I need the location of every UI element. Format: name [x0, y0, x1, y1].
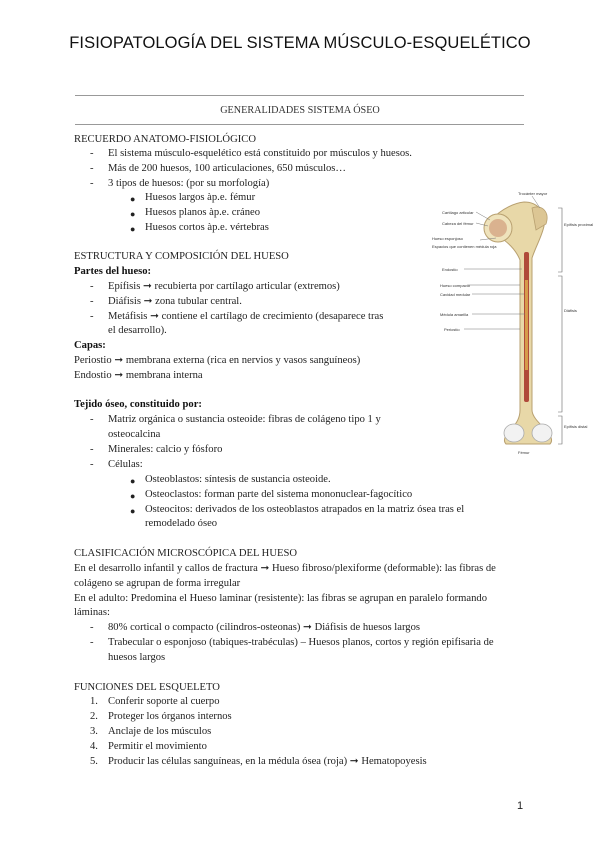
list-item-continuation: osteocalcina: [108, 429, 161, 440]
number-marker: 4.: [90, 741, 98, 752]
list-item: 3 tipos de huesos: (por su morfología): [108, 178, 270, 189]
yellow-marrow-shape: [525, 280, 528, 370]
list-item: Huesos planos àp.e. cráneo: [145, 207, 261, 218]
list-item: Epífisis ➞ recubierta por cartílago articular (extremos): [108, 281, 340, 292]
list-item: Huesos largos àp.e. fémur: [145, 192, 256, 203]
label-medula-roja: Espacios que contienen médula roja: [432, 244, 497, 249]
number-marker: 5.: [90, 756, 98, 767]
number-marker: 2.: [90, 711, 98, 722]
list-item-continuation: huesos largos: [108, 652, 166, 663]
capa-endostio: Endostio ➞ membrana interna: [74, 370, 203, 381]
bracket-distal: [558, 416, 562, 444]
dash-marker: -: [90, 414, 94, 425]
dash-marker: -: [90, 148, 94, 159]
dash-marker: -: [90, 178, 94, 189]
partes-title: Partes del hueso:: [74, 266, 152, 277]
list-item-continuation: el desarrollo).: [108, 325, 167, 336]
heading-clasificacion: CLASIFICACIÓN MICROSCÓPICA DEL HUESO: [74, 548, 297, 559]
label-epifisis-proximal: Epífisis proximal: [564, 222, 594, 227]
dash-marker: -: [90, 296, 94, 307]
dash-marker: -: [90, 637, 94, 648]
label-hueso-esponjoso: Hueso esponjoso: [432, 236, 463, 241]
heading-funciones: FUNCIONES DEL ESQUELETO: [74, 682, 220, 693]
label-diafisis: Diáfisis: [564, 308, 577, 313]
bracket-proximal: [558, 208, 562, 272]
list-item: Conferir soporte al cuerpo: [108, 696, 220, 707]
list-item: El sistema músculo-esquelético está constituido por músculos y huesos.: [108, 148, 412, 159]
dash-marker: -: [90, 281, 94, 292]
list-item: Matriz orgánica o sustancia osteoide: fibras de colágeno tipo 1 y: [108, 414, 381, 425]
label-epifisis-distal: Epífisis distal: [564, 424, 588, 429]
bullet-marker: ●: [130, 224, 136, 234]
top-rule: [75, 95, 524, 96]
document-title: FISIOPATOLOGÍA DEL SISTEMA MÚSCULO-ESQUELÉTICO: [69, 34, 531, 52]
dash-marker: -: [90, 311, 94, 322]
page-number: 1: [517, 800, 524, 812]
tejido-title: Tejido óseo, constituido por:: [74, 399, 202, 410]
bullet-marker: ●: [130, 491, 136, 501]
list-item: Metáfisis ➞ contiene el cartílago de crecimiento (desaparece tras: [108, 311, 384, 322]
dash-marker: -: [90, 444, 94, 455]
label-hueso-compacto: Hueso compacto: [440, 283, 471, 288]
list-item: Osteocitos: derivados de los osteoblastos atrapados en la matriz ósea tras el: [145, 504, 465, 515]
heading-estructura: ESTRUCTURA Y COMPOSICIÓN DEL HUESO: [74, 251, 289, 262]
list-item: Células:: [108, 459, 143, 470]
list-item-continuation: remodelado óseo: [145, 518, 218, 529]
list-item: Osteoblastos: síntesis de sustancia osteoide.: [145, 474, 331, 485]
list-item: Minerales: calcio y fósforo: [108, 444, 223, 455]
paragraph-line: láminas:: [74, 607, 110, 618]
femur-diagram: [428, 190, 594, 462]
section-subtitle: GENERALIDADES SISTEMA ÓSEO: [220, 105, 380, 116]
bracket-diafisis: [558, 276, 562, 412]
bullet-marker: ●: [130, 476, 136, 486]
list-item: Permitir el movimiento: [108, 741, 207, 752]
paragraph-line: En el adulto: Predomina el Hueso laminar (resistente): las fibras se agrupan en paralelo formando: [74, 593, 488, 604]
capas-title: Capas:: [74, 340, 106, 351]
list-item: Producir las células sanguíneas, en la médula ósea (roja) ➞ Hematopoyesis: [108, 756, 427, 767]
list-item: Más de 200 huesos, 100 articulaciones, 650 músculos…: [108, 163, 347, 174]
list-item: 80% cortical o compacto (cilindros-osteonas) ➞ Diáfisis de huesos largos: [108, 622, 420, 633]
dash-marker: -: [90, 622, 94, 633]
label-periostio: Periostio: [444, 327, 460, 332]
paragraph-line: En el desarrollo infantil y callos de fractura ➞ Hueso fibroso/plexiforme (deformable): las fibras de: [74, 563, 496, 574]
paragraph-line: colágeno se agrupan de forma irregular: [74, 578, 241, 589]
list-item: Osteoclastos: forman parte del sistema mononuclear-fagocítico: [145, 489, 413, 500]
list-item: Huesos cortos àp.e. vértebras: [145, 222, 269, 233]
label-cabeza: Cabeza del fémur: [442, 221, 474, 226]
label-cartilago: Cartílago articular: [442, 210, 474, 215]
heading-recuerdo: RECUERDO ANATOMO-FISIOLÓGICO: [74, 134, 256, 145]
label-medula-amarilla: Médula amarilla: [440, 312, 469, 317]
spongy-bone-shape: [489, 219, 507, 237]
bullet-marker: ●: [130, 209, 136, 219]
bottom-rule: [75, 124, 524, 125]
capa-periostio: Periostio ➞ membrana externa (rica en nervios y vasos sanguíneos): [74, 355, 361, 366]
label-cavidad-medular: Cavidad medular: [440, 292, 471, 297]
number-marker: 3.: [90, 726, 98, 737]
label-trocanter: Trocánter mayor: [518, 191, 548, 196]
list-item: Trabecular o esponjoso (tabiques-trabéculas) – Huesos planos, cortos y región epifisaria de: [108, 637, 494, 648]
label-endostio: Endostio: [442, 267, 458, 272]
label-femur: Fémur: [518, 450, 530, 455]
condyle-left-shape: [504, 424, 524, 442]
bullet-marker: ●: [130, 506, 136, 516]
list-item: Diáfisis ➞ zona tubular central.: [108, 296, 242, 307]
condyle-right-shape: [532, 424, 552, 442]
dash-marker: -: [90, 459, 94, 470]
number-marker: 1.: [90, 696, 98, 707]
list-item: Proteger los órganos internos: [108, 711, 232, 722]
list-item: Anclaje de los músculos: [108, 726, 212, 737]
bullet-marker: ●: [130, 194, 136, 204]
dash-marker: -: [90, 163, 94, 174]
